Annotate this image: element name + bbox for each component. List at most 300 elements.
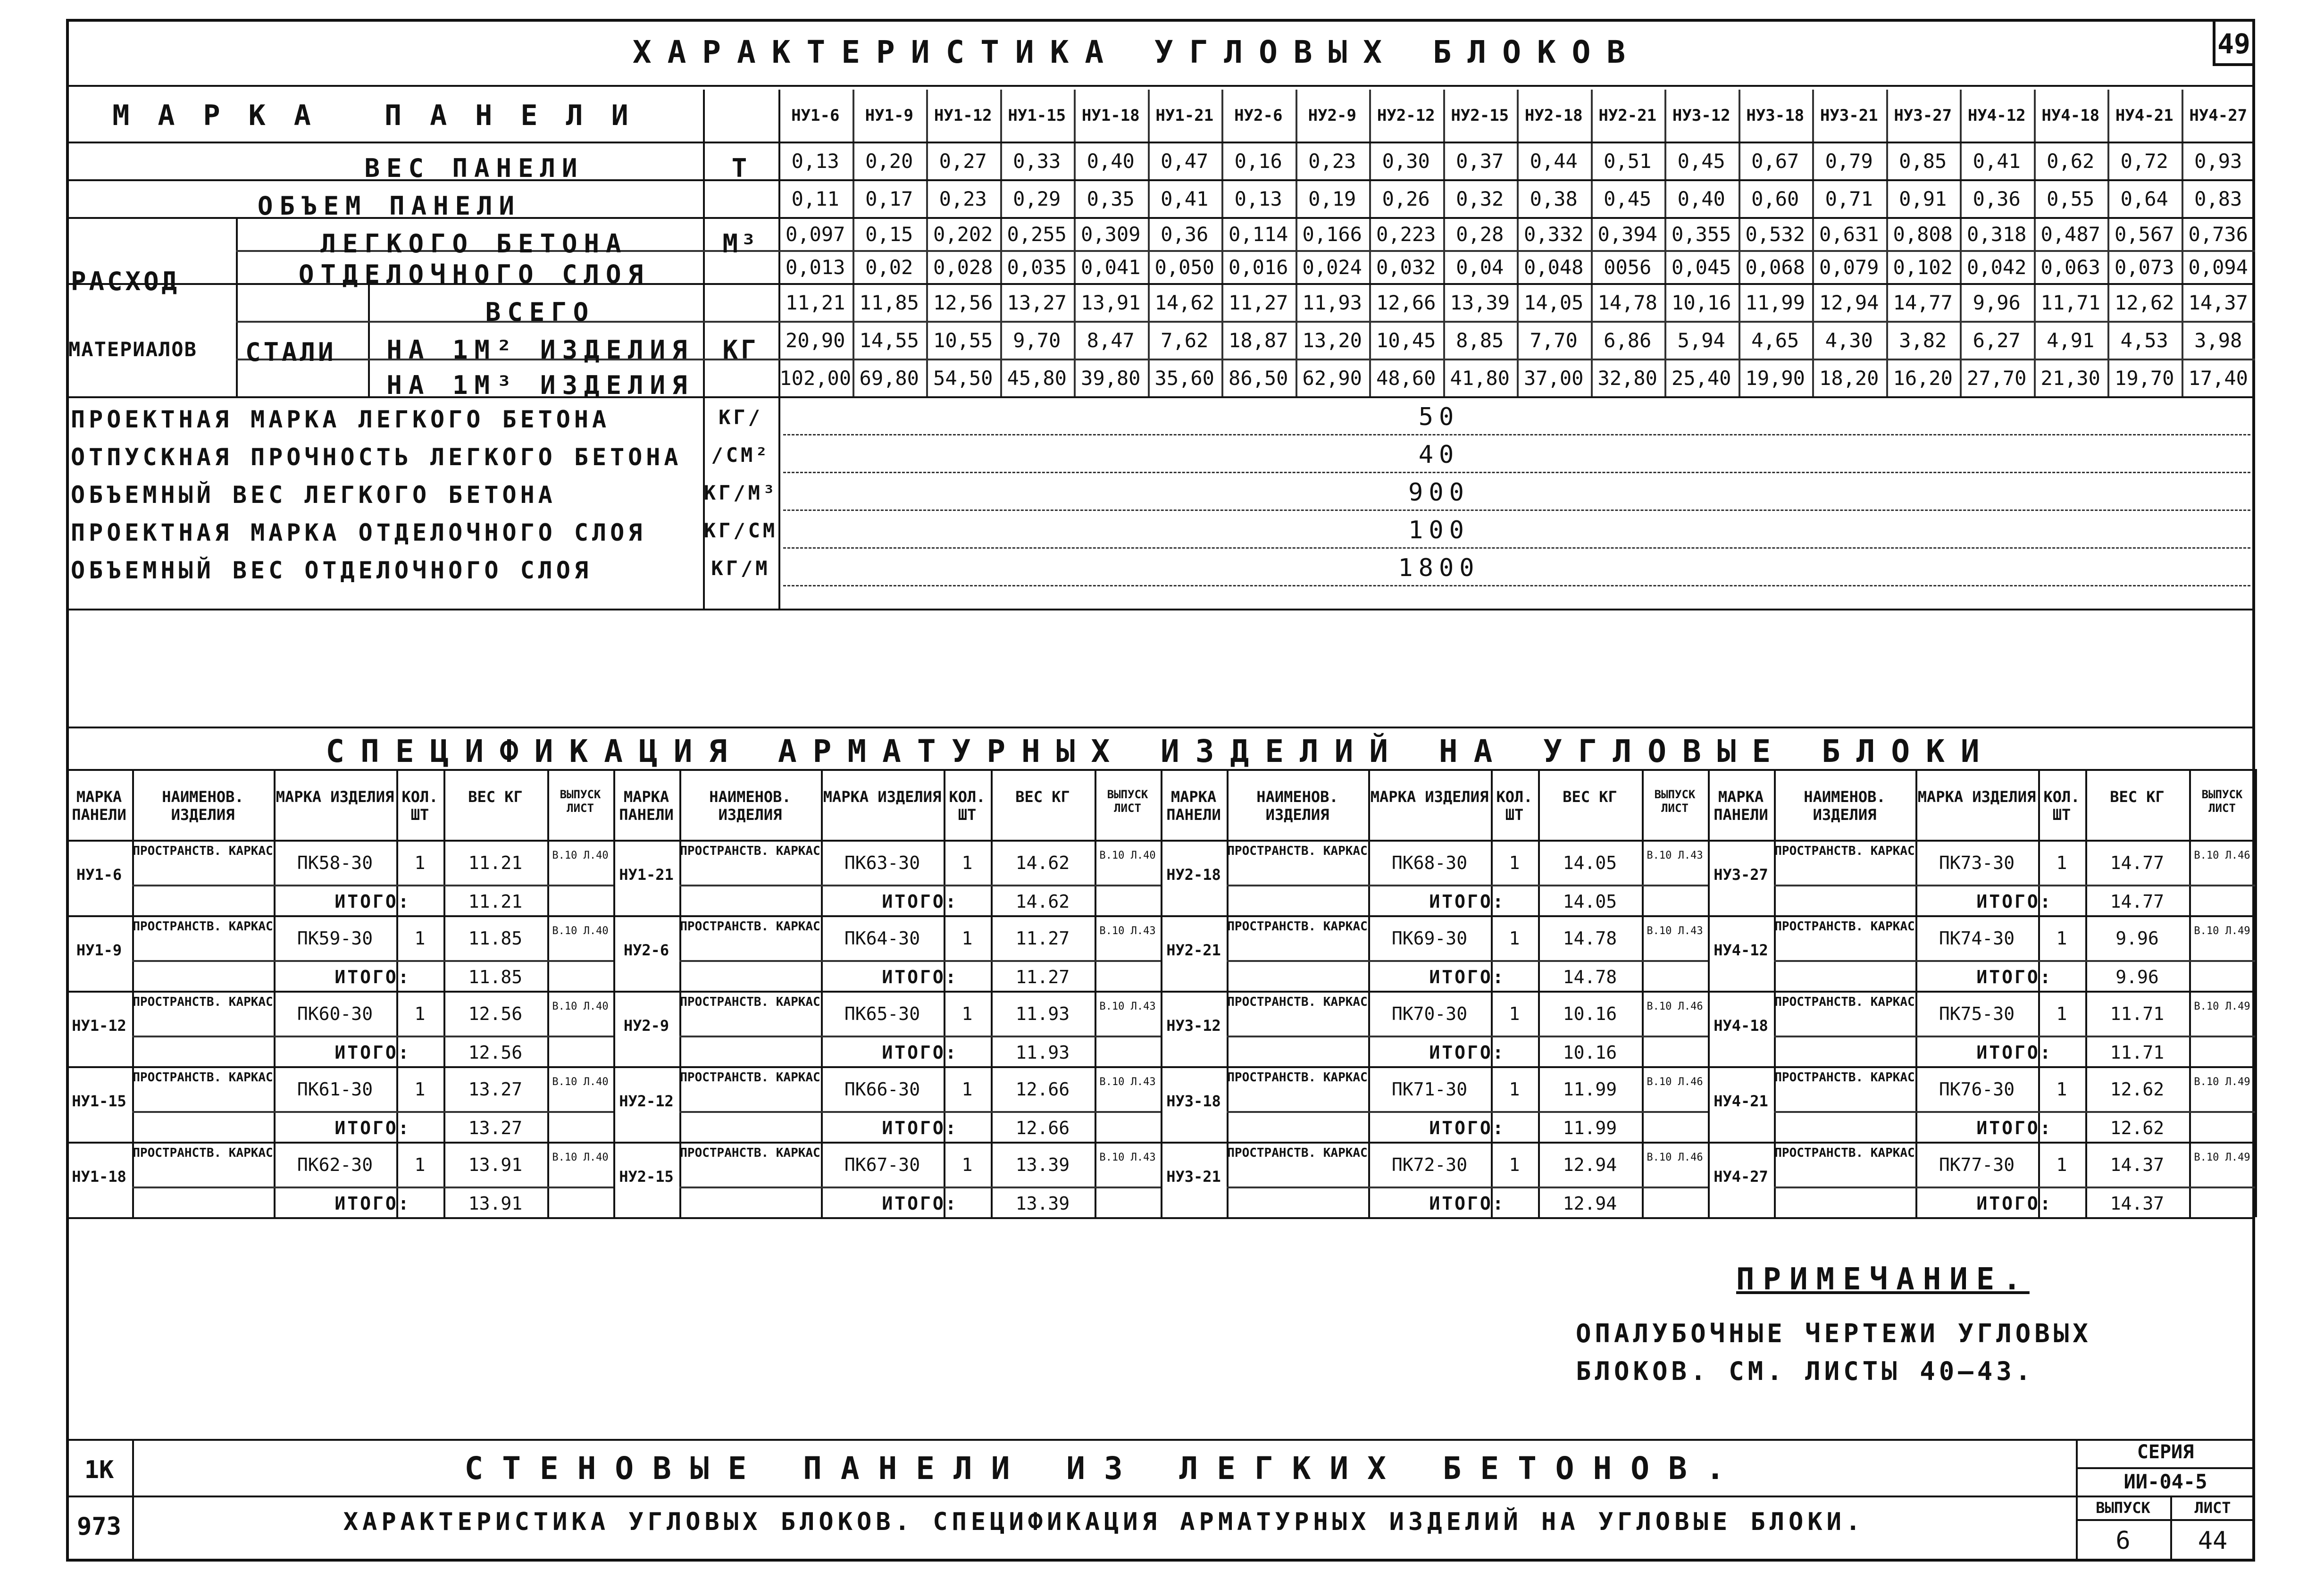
spec-sheet-ref: В.10 Л.43 xyxy=(1099,1001,1156,1012)
table-cell: 0,045 xyxy=(1672,256,1731,279)
table-cell: 12,66 xyxy=(1376,291,1436,314)
table-cell: 14,62 xyxy=(1154,291,1214,314)
rule xyxy=(613,769,615,1217)
spec-item-name: ПРОСТРАНСТВ. КАРКАС xyxy=(680,1070,820,1085)
table-cell: 0,048 xyxy=(1524,256,1584,279)
spec-itogo-label: ИТОГО: xyxy=(882,1193,958,1214)
rule xyxy=(1161,1217,1708,1219)
table-cell: 86,50 xyxy=(1229,367,1288,390)
rule xyxy=(2038,769,2040,1217)
table-cell: 0,19 xyxy=(1308,187,1356,210)
rule xyxy=(613,1066,1161,1068)
spec-weight: 10.16 xyxy=(1563,1003,1617,1024)
spec-weight: 11.21 xyxy=(468,852,523,873)
spec-item-name: ПРОСТРАНСТВ. КАРКАС xyxy=(1774,844,1915,858)
spec-itogo-label: ИТОГО: xyxy=(334,891,411,912)
rule xyxy=(1538,769,1540,1217)
spec-item-name: ПРОСТРАНСТВ. КАРКАС xyxy=(1227,919,1368,934)
spec-itogo-label: ИТОГО: xyxy=(1976,967,2053,987)
table-cell: 0,532 xyxy=(1745,223,1805,246)
spec-weight: 12.66 xyxy=(1015,1079,1070,1100)
spec-weight: 14.62 xyxy=(1015,852,1070,873)
spec-item-mark: ПК69-30 xyxy=(1391,928,1468,949)
spec-item-mark: ПК61-30 xyxy=(297,1079,373,1100)
spec-item-name: ПРОСТРАНСТВ. КАРКАС xyxy=(133,1146,273,1160)
spec-itogo-value: 14.77 xyxy=(2110,891,2165,912)
spec-itogo-label: ИТОГО: xyxy=(1429,891,1505,912)
spec-itogo-value: 13.39 xyxy=(1015,1193,1070,1214)
rule xyxy=(1774,960,2255,962)
spec-qty: 1 xyxy=(2056,1154,2067,1175)
rule xyxy=(547,769,549,1217)
row-label: ЛЕГКОГО БЕТОНА xyxy=(320,229,628,259)
spec-sheet-ref: В.10 Л.46 xyxy=(1647,1152,1703,1163)
spec-panel-mark: НУ2-12 xyxy=(619,1092,674,1110)
spec-item-name: ПРОСТРАНСТВ. КАРКАС xyxy=(1227,1146,1368,1160)
spec-qty: 1 xyxy=(1509,1079,1520,1100)
spec-item-name: ПРОСТРАНСТВ. КАРКАС xyxy=(133,995,273,1009)
column-header-mark: НУ3-18 xyxy=(1746,106,1805,125)
column-header-mark: НУ2-18 xyxy=(1524,106,1583,125)
column-header-mark: НУ1-6 xyxy=(791,106,840,125)
table-cell: 0,60 xyxy=(1751,187,1799,210)
table-cell: 0,62 xyxy=(2047,150,2095,173)
spec-sheet-ref: В.10 Л.40 xyxy=(552,1152,609,1163)
table-cell: 0,02 xyxy=(865,256,913,279)
table-cell: 8,85 xyxy=(1456,329,1504,352)
table-cell: 41,80 xyxy=(1450,367,1510,390)
table-cell: 18,87 xyxy=(1229,329,1288,352)
spec-item-mark: ПК67-30 xyxy=(844,1154,920,1175)
spec-header: МАРКА ПАНЕЛИ xyxy=(72,788,126,824)
spec-header: МАРКА ИЗДЕЛИЯ xyxy=(1917,788,2036,806)
spec-sheet-ref: В.10 Л.40 xyxy=(552,925,609,937)
header-mark-label: МАРКА ПАНЕЛИ xyxy=(112,99,657,132)
spec-header: КОЛ. ШТ xyxy=(401,788,438,824)
row-unit: Т xyxy=(731,153,750,183)
spec-itogo-label: ИТОГО: xyxy=(882,891,958,912)
table-cell: 4,91 xyxy=(2047,329,2095,352)
rule xyxy=(821,769,823,1217)
table-cell: 16,20 xyxy=(1893,367,1953,390)
table-cell: 12,62 xyxy=(2115,291,2174,314)
spec-weight: 11.27 xyxy=(1015,928,1070,949)
spec-itogo-label: ИТОГО: xyxy=(1976,1193,2053,1214)
table-cell: 14,78 xyxy=(1597,291,1657,314)
column-header-mark: НУ4-27 xyxy=(2189,106,2248,125)
rule xyxy=(66,609,2255,610)
spec-itogo-value: 10.16 xyxy=(1563,1042,1617,1063)
spec-item-mark: ПК64-30 xyxy=(844,928,920,949)
table-cell: 10,16 xyxy=(1672,291,1731,314)
spec-qty: 1 xyxy=(414,1003,426,1024)
table-cell: 6,86 xyxy=(1604,329,1652,352)
table-cell: 4,65 xyxy=(1751,329,1799,352)
table-cell: 0,45 xyxy=(1604,187,1652,210)
table-cell: 0,23 xyxy=(939,187,987,210)
rule xyxy=(66,85,2255,87)
dashed-rule xyxy=(783,547,2250,549)
spec-sheet-ref: В.10 Л.43 xyxy=(1647,850,1703,861)
rule xyxy=(1161,915,1708,917)
spec-itogo-label: ИТОГО: xyxy=(1429,1042,1505,1063)
spec-itogo-label: ИТОГО: xyxy=(334,1118,411,1138)
table-cell: 7,70 xyxy=(1530,329,1578,352)
rule xyxy=(368,283,370,396)
table-cell: 11,93 xyxy=(1302,291,1362,314)
column-header-mark: НУ1-12 xyxy=(934,106,992,125)
table-cell: 0,068 xyxy=(1745,256,1805,279)
rule xyxy=(1491,769,1493,1217)
spec-itogo-label: ИТОГО: xyxy=(882,1118,958,1138)
row-unit: М³ xyxy=(722,229,759,259)
property-unit: /СМ² xyxy=(711,443,770,467)
row-label: НА 1М³ ИЗДЕЛИЯ xyxy=(386,370,694,400)
rule xyxy=(66,1142,613,1144)
spec-sheet-ref: В.10 Л.43 xyxy=(1099,1076,1156,1088)
table-cell: 0,20 xyxy=(865,150,913,173)
spec-panel-mark: НУ2-18 xyxy=(1166,866,1221,884)
rule xyxy=(1368,769,1370,1217)
table-cell: 0,355 xyxy=(1672,223,1731,246)
table-cell: 37,00 xyxy=(1524,367,1584,390)
spec-panel-mark: НУ1-12 xyxy=(72,1017,126,1035)
group-label-materialov: МАТЕРИАЛОВ xyxy=(68,338,197,361)
spec-panel-mark: НУ3-12 xyxy=(1166,1017,1221,1035)
table-cell: 0,41 xyxy=(1161,187,1209,210)
rule xyxy=(274,769,276,1217)
rule xyxy=(2076,1467,2255,1469)
page-number-box xyxy=(2213,19,2255,66)
table-cell: 9,96 xyxy=(1973,291,2021,314)
table-cell: 13,27 xyxy=(1007,291,1067,314)
column-header-mark: НУ2-15 xyxy=(1451,106,1509,125)
stamp-line-2: ХАРАКТЕРИСТИКА УГЛОВЫХ БЛОКОВ. СПЕЦИФИКАЦИЯ АРМАТУРНЫХ ИЗДЕЛИЙ НА УГЛОВЫЕ БЛОКИ. xyxy=(343,1508,1865,1536)
table-cell: 0,17 xyxy=(865,187,913,210)
rule xyxy=(2255,769,2257,1217)
property-label: ОБЪЕМНЫЙ ВЕС ОТДЕЛОЧНОГО СЛОЯ xyxy=(71,557,592,584)
table-cell: 11,99 xyxy=(1745,291,1805,314)
spec-qty: 1 xyxy=(2056,1079,2067,1100)
spec-item-mark: ПК62-30 xyxy=(297,1154,373,1175)
rule xyxy=(1161,991,1708,993)
spec-item-name: ПРОСТРАНСТВ. КАРКАС xyxy=(1774,995,1915,1009)
table-cell: 0,332 xyxy=(1524,223,1584,246)
table-cell: 0,202 xyxy=(933,223,993,246)
spec-panel-mark: НУ3-21 xyxy=(1166,1168,1221,1186)
table-cell: 0,51 xyxy=(1604,150,1652,173)
table-cell: 0,29 xyxy=(1013,187,1061,210)
spec-qty: 1 xyxy=(2056,1003,2067,1024)
table-cell: 0,28 xyxy=(1456,223,1504,246)
table-cell: 0,024 xyxy=(1302,256,1362,279)
spec-weight: 11.93 xyxy=(1015,1003,1070,1024)
table-cell: 0,32 xyxy=(1456,187,1504,210)
rule xyxy=(1708,915,2255,917)
table-cell: 12,94 xyxy=(1819,291,1879,314)
table-cell: 0,631 xyxy=(1819,223,1879,246)
spec-item-name: ПРОСТРАНСТВ. КАРКАС xyxy=(680,919,820,934)
table-cell: 0,042 xyxy=(1967,256,2027,279)
spec-itogo-label: ИТОГО: xyxy=(1976,891,2053,912)
spec-item-name: ПРОСТРАНСТВ. КАРКАС xyxy=(1227,995,1368,1009)
spec-header: НАИМЕНОВ. ИЗДЕЛИЯ xyxy=(1256,788,1338,824)
table-cell: 14,77 xyxy=(1893,291,1953,314)
spec-sheet-ref: В.10 Л.43 xyxy=(1647,925,1703,937)
table-cell: 0,72 xyxy=(2120,150,2168,173)
table-cell: 14,37 xyxy=(2188,291,2248,314)
spec-weight: 12.94 xyxy=(1563,1154,1617,1175)
table-cell: 0,55 xyxy=(2047,187,2095,210)
spec-qty: 1 xyxy=(414,928,426,949)
table-cell: 20,90 xyxy=(786,329,845,352)
rule xyxy=(66,727,2255,728)
rule xyxy=(1708,769,1710,1217)
spec-itogo-label: ИТОГО: xyxy=(882,967,958,987)
property-value: 40 xyxy=(1418,441,1460,469)
spec-itogo-value: 11.85 xyxy=(468,967,523,987)
rule xyxy=(1227,1036,1708,1037)
property-unit: КГ/ xyxy=(719,406,763,429)
table-cell: 0,094 xyxy=(2188,256,2248,279)
table-cell: 0,016 xyxy=(1229,256,1288,279)
spec-itogo-value: 13.91 xyxy=(468,1193,523,1214)
property-label: ПРОЕКТНАЯ МАРКА ЛЕГКОГО БЕТОНА xyxy=(71,406,610,433)
table-cell: 102,00 xyxy=(779,367,852,390)
spec-item-mark: ПК73-30 xyxy=(1939,852,2015,873)
spec-item-mark: ПК74-30 xyxy=(1939,928,2015,949)
note-title: ПРИМЕЧАНИЕ. xyxy=(1736,1262,2030,1297)
table-cell: 0,255 xyxy=(1007,223,1067,246)
stamp-code-1: 1К xyxy=(84,1456,114,1484)
spec-weight: 11.71 xyxy=(2110,1003,2165,1024)
spec-title: СПЕЦИФИКАЦИЯ АРМАТУРНЫХ ИЗДЕЛИЙ НА УГЛОВЫЕ БЛОКИ xyxy=(326,733,1996,769)
property-label: ПРОЕКТНАЯ МАРКА ОТДЕЛОЧНОГО СЛОЯ xyxy=(71,519,646,546)
spec-sheet-ref: В.10 Л.49 xyxy=(2194,925,2250,937)
table-cell: 54,50 xyxy=(933,367,993,390)
spec-header: МАРКА ИЗДЕЛИЯ xyxy=(276,788,394,806)
table-cell: 0,35 xyxy=(1087,187,1135,210)
note-line-1: ОПАЛУБОЧНЫЕ ЧЕРТЕЖИ УГЛОВЫХ xyxy=(1576,1319,2092,1348)
spec-itogo-value: 11.71 xyxy=(2110,1042,2165,1063)
spec-item-name: ПРОСТРАНСТВ. КАРКАС xyxy=(1774,1146,1915,1160)
rule xyxy=(132,960,613,962)
spec-sheet-ref: В.10 Л.40 xyxy=(552,1076,609,1088)
spec-itogo-value: 12.94 xyxy=(1563,1193,1617,1214)
spec-itogo-value: 14.05 xyxy=(1563,891,1617,912)
column-header-mark: НУ4-12 xyxy=(1967,106,2026,125)
dashed-rule xyxy=(783,585,2250,586)
rule xyxy=(679,885,1161,886)
table-cell: 0,38 xyxy=(1530,187,1578,210)
spec-header: КОЛ. ШТ xyxy=(949,788,986,824)
rule xyxy=(679,1036,1161,1037)
property-value: 1800 xyxy=(1398,554,1480,582)
column-header-mark: НУ1-21 xyxy=(1155,106,1214,125)
spec-itogo-label: ИТОГО: xyxy=(882,1042,958,1063)
column-header-mark: НУ2-6 xyxy=(1234,106,1283,125)
rule xyxy=(1774,885,2255,886)
spec-qty: 1 xyxy=(414,1079,426,1100)
table-cell: 11,85 xyxy=(859,291,919,314)
spec-qty: 1 xyxy=(2056,852,2067,873)
spec-item-name: ПРОСТРАНСТВ. КАРКАС xyxy=(133,1070,273,1085)
spec-itogo-value: 13.27 xyxy=(468,1118,523,1138)
table-cell: 0,097 xyxy=(786,223,845,246)
spec-itogo-label: ИТОГО: xyxy=(1429,967,1505,987)
column-header-mark: НУ3-27 xyxy=(1894,106,1952,125)
spec-itogo-label: ИТОГО: xyxy=(1429,1193,1505,1214)
spec-qty: 1 xyxy=(961,1079,973,1100)
table-cell: 0,318 xyxy=(1967,223,2027,246)
spec-weight: 11.99 xyxy=(1563,1079,1617,1100)
spec-itogo-value: 14.62 xyxy=(1015,891,1070,912)
table-cell: 0,13 xyxy=(791,150,839,173)
spec-itogo-label: ИТОГО: xyxy=(1976,1042,2053,1063)
rule xyxy=(613,915,1161,917)
table-cell: 0,23 xyxy=(1308,150,1356,173)
rule xyxy=(1642,769,1644,1217)
table-cell: 0,035 xyxy=(1007,256,1067,279)
spec-itogo-value: 9.96 xyxy=(2115,967,2159,987)
rule xyxy=(613,991,1161,993)
spec-item-mark: ПК58-30 xyxy=(297,852,373,873)
table-cell: 27,70 xyxy=(1967,367,2027,390)
table-cell: 10,45 xyxy=(1376,329,1436,352)
spec-qty: 1 xyxy=(414,1154,426,1175)
rule xyxy=(1161,1142,1708,1144)
spec-sheet-ref: В.10 Л.40 xyxy=(552,850,609,861)
table-cell: 0,91 xyxy=(1899,187,1947,210)
spec-itogo-label: ИТОГО: xyxy=(334,967,411,987)
table-cell: 0,487 xyxy=(2040,223,2100,246)
column-header-mark: НУ1-18 xyxy=(1081,106,1140,125)
spec-itogo-value: 12.62 xyxy=(2110,1118,2165,1138)
rule xyxy=(1227,1111,1708,1113)
table-cell: 0,44 xyxy=(1530,150,1578,173)
property-unit: КГ/М xyxy=(711,557,770,580)
group-label-stali: СТАЛИ xyxy=(245,337,336,367)
table-cell: 0,16 xyxy=(1234,150,1282,173)
table-cell: 0,394 xyxy=(1597,223,1657,246)
spec-itogo-label: ИТОГО: xyxy=(334,1042,411,1063)
rule xyxy=(613,1142,1161,1144)
spec-itogo-value: 11.93 xyxy=(1015,1042,1070,1063)
table-cell: 10,55 xyxy=(933,329,993,352)
table-cell: 0,36 xyxy=(1161,223,1209,246)
spec-itogo-value: 14.37 xyxy=(2110,1193,2165,1214)
spec-item-name: ПРОСТРАНСТВ. КАРКАС xyxy=(133,919,273,934)
spec-weight: 14.78 xyxy=(1563,928,1617,949)
spec-qty: 1 xyxy=(414,852,426,873)
vypusk-value: 6 xyxy=(2115,1527,2131,1555)
spec-panel-mark: НУ2-9 xyxy=(623,1017,669,1035)
spec-item-mark: ПК65-30 xyxy=(844,1003,920,1024)
table-cell: 11,27 xyxy=(1229,291,1288,314)
table-cell: 0056 xyxy=(1604,256,1652,279)
rule xyxy=(1227,885,1708,886)
spec-weight: 13.39 xyxy=(1015,1154,1070,1175)
spec-sheet-ref: В.10 Л.49 xyxy=(2194,1152,2250,1163)
spec-qty: 1 xyxy=(961,852,973,873)
seria-label: СЕРИЯ xyxy=(2137,1441,2194,1463)
spec-item-name: ПРОСТРАНСТВ. КАРКАС xyxy=(1227,1070,1368,1085)
table-cell: 0,013 xyxy=(786,256,845,279)
spec-header: МАРКА ПАНЕЛИ xyxy=(1714,788,1768,824)
spec-header: МАРКА ИЗДЕЛИЯ xyxy=(823,788,942,806)
spec-weight: 14.05 xyxy=(1563,852,1617,873)
rule xyxy=(236,217,238,396)
rule xyxy=(1708,991,2255,993)
rule xyxy=(1161,769,1162,1217)
rule xyxy=(1708,1217,2255,1219)
spec-header: ВЫПУСК ЛИСТ xyxy=(2201,788,2243,815)
row-unit: КГ xyxy=(722,335,759,365)
table-cell: 25,40 xyxy=(1672,367,1731,390)
rule xyxy=(1161,1066,1708,1068)
spec-sheet-ref: В.10 Л.40 xyxy=(552,1001,609,1012)
spec-weight: 12.62 xyxy=(2110,1079,2165,1100)
spec-itogo-value: 12.66 xyxy=(1015,1118,1070,1138)
property-value: 100 xyxy=(1408,516,1470,544)
spec-weight: 13.91 xyxy=(468,1154,523,1175)
table-cell: 69,80 xyxy=(859,367,919,390)
table-cell: 14,55 xyxy=(859,329,919,352)
spec-itogo-label: ИТОГО: xyxy=(1429,1118,1505,1138)
spec-item-mark: ПК72-30 xyxy=(1391,1154,1468,1175)
rule xyxy=(1915,769,1917,1217)
spec-itogo-value: 11.21 xyxy=(468,891,523,912)
table-cell: 3,82 xyxy=(1899,329,1947,352)
table-cell: 0,063 xyxy=(2040,256,2100,279)
spec-itogo-value: 12.56 xyxy=(468,1042,523,1063)
spec-header: ВЕС КГ xyxy=(1563,788,1617,806)
property-unit: КГ/М³ xyxy=(703,481,778,504)
table-cell: 62,90 xyxy=(1302,367,1362,390)
spec-qty: 1 xyxy=(961,928,973,949)
property-label: ОБЪЕМНЫЙ ВЕС ЛЕГКОГО БЕТОНА xyxy=(71,481,556,509)
rule xyxy=(613,1217,1161,1219)
rule xyxy=(679,960,1161,962)
spec-panel-mark: НУ2-6 xyxy=(623,941,669,959)
spec-header: НАИМЕНОВ. ИЗДЕЛИЯ xyxy=(709,788,791,824)
spec-item-name: ПРОСТРАНСТВ. КАРКАС xyxy=(680,1146,820,1160)
rule xyxy=(66,1496,2255,1497)
row-label: ОБЪЕМ ПАНЕЛИ xyxy=(257,191,521,221)
column-header-mark: НУ2-12 xyxy=(1377,106,1435,125)
spec-sheet-ref: В.10 Л.40 xyxy=(1099,850,1156,861)
table-cell: 48,60 xyxy=(1376,367,1436,390)
table-cell: 13,39 xyxy=(1450,291,1510,314)
spec-weight: 9.96 xyxy=(2115,928,2159,949)
table-cell: 0,114 xyxy=(1229,223,1288,246)
column-header-mark: НУ1-9 xyxy=(865,106,913,125)
property-value: 900 xyxy=(1408,478,1470,507)
table-cell: 0,27 xyxy=(939,150,987,173)
spec-sheet-ref: В.10 Л.49 xyxy=(2194,1076,2250,1088)
spec-item-mark: ПК66-30 xyxy=(844,1079,920,1100)
rule xyxy=(2085,769,2087,1217)
page-title: ХАРАКТЕРИСТИКА УГЛОВЫХ БЛОКОВ xyxy=(632,34,1642,70)
row-label: ВЕС ПАНЕЛИ xyxy=(364,153,584,183)
spec-header: ВЕС КГ xyxy=(2110,788,2165,806)
table-cell: 32,80 xyxy=(1597,367,1657,390)
spec-sheet-ref: В.10 Л.43 xyxy=(1099,1152,1156,1163)
spec-qty: 1 xyxy=(1509,852,1520,873)
table-cell: 0,71 xyxy=(1825,187,1873,210)
rule xyxy=(991,769,993,1217)
rule xyxy=(679,1111,1161,1113)
